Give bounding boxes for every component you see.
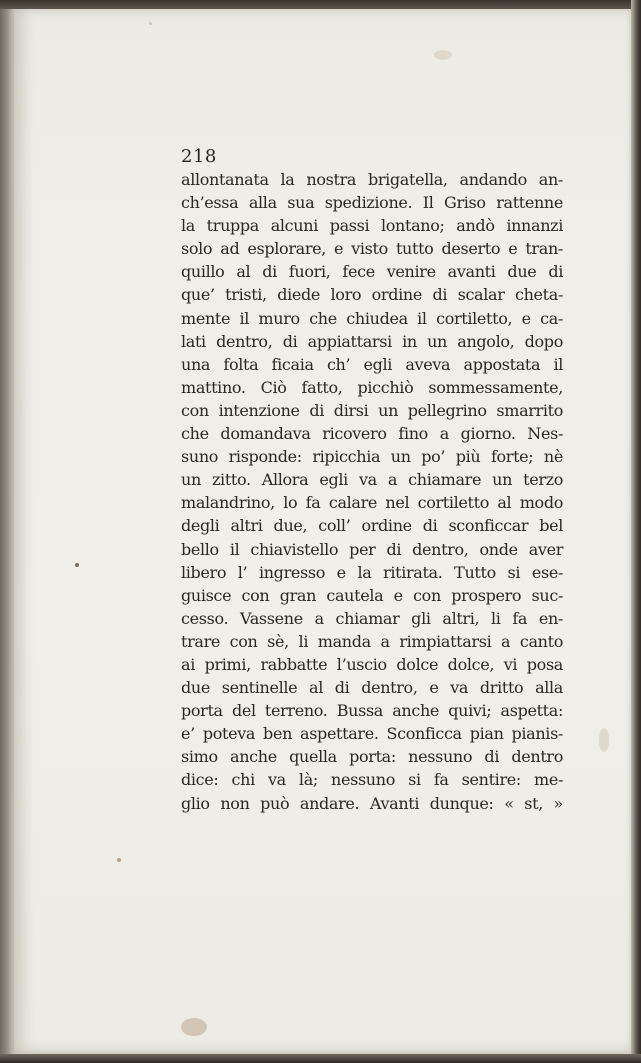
paper-spot [434,50,452,60]
text-line: porta del terreno. Bussa anche quivi; aspetta: [181,701,563,721]
text-line: que’ tristi, diede loro ordine di scalar cheta- [181,285,563,305]
text-line: malandrino, lo fa calare nel cortiletto al modo [181,493,563,513]
page-number: 218 [181,146,217,167]
text-line: cesso. Vassene a chiamar gli altri, li fa en- [181,608,563,628]
text-line: che domandava ricovero fino a giorno. Nes- [181,424,563,444]
scan-right-edge [631,0,641,1063]
text-line: allontanata la nostra brigatella, andando an- [181,170,563,189]
text-line: libero l’ ingresso e la ritirata. Tutto si ese- [181,562,563,582]
text-line: solo ad esplorare, e visto tutto deserto e tran- [181,239,563,259]
text-line: una folta ficaia ch’ egli aveva appostata il [181,354,563,374]
paper-spot [117,858,121,862]
text-line: simo anche quella porta: nessuno di dentro [181,747,563,767]
text-line: la truppa alcuni passi lontano; andò innanzi [181,216,563,236]
text-line: degli altri due, coll’ ordine di sconficcar bel [181,516,563,536]
text-line: con intenzione di dirsi un pellegrino smarrito [181,400,563,420]
text-line: trare con sè, li manda a rimpiattarsi a canto [181,631,563,651]
text-line: suno risponde: ripicchia un po’ più forte; nè [181,447,563,467]
text-line: glio non può andare. Avanti dunque: « st, » [181,793,563,813]
scan-top-edge [0,0,641,9]
text-line: e’ poteva ben aspettare. Sconficca pian pianis- [181,724,563,744]
paper-spot [75,563,79,567]
page-text [181,146,563,815]
text-line: mente il muro che chiudea il cortiletto, e ca- [181,308,563,328]
text-line: due sentinelle al di dentro, e va dritto alla [181,678,563,698]
text-line: mattino. Ciò fatto, picchiò sommessamente, [181,377,563,397]
paper-spot [599,728,609,752]
text-line: quillo al di fuori, fece venire avanti due di [181,262,563,282]
text-line: bello il chiavistello per di dentro, onde aver [181,539,563,559]
text-line: guisce con gran cautela e con prospero suc- [181,585,563,605]
text-line: ai primi, rabbatte l’uscio dolce dolce, vi posa [181,654,563,674]
paper-spot [149,22,152,25]
text-line: lati dentro, di appiattarsi in un angolo, dopo [181,331,563,351]
text-line: un zitto. Allora egli va a chiamare un terzo [181,470,563,490]
scan-bottom-edge [0,1054,641,1063]
text-line: ch’essa alla sua spedizione. Il Griso rattenne [181,193,563,213]
text-line: dice: chi va là; nessuno si fa sentire: me- [181,770,563,790]
paper-spot [181,1018,207,1036]
